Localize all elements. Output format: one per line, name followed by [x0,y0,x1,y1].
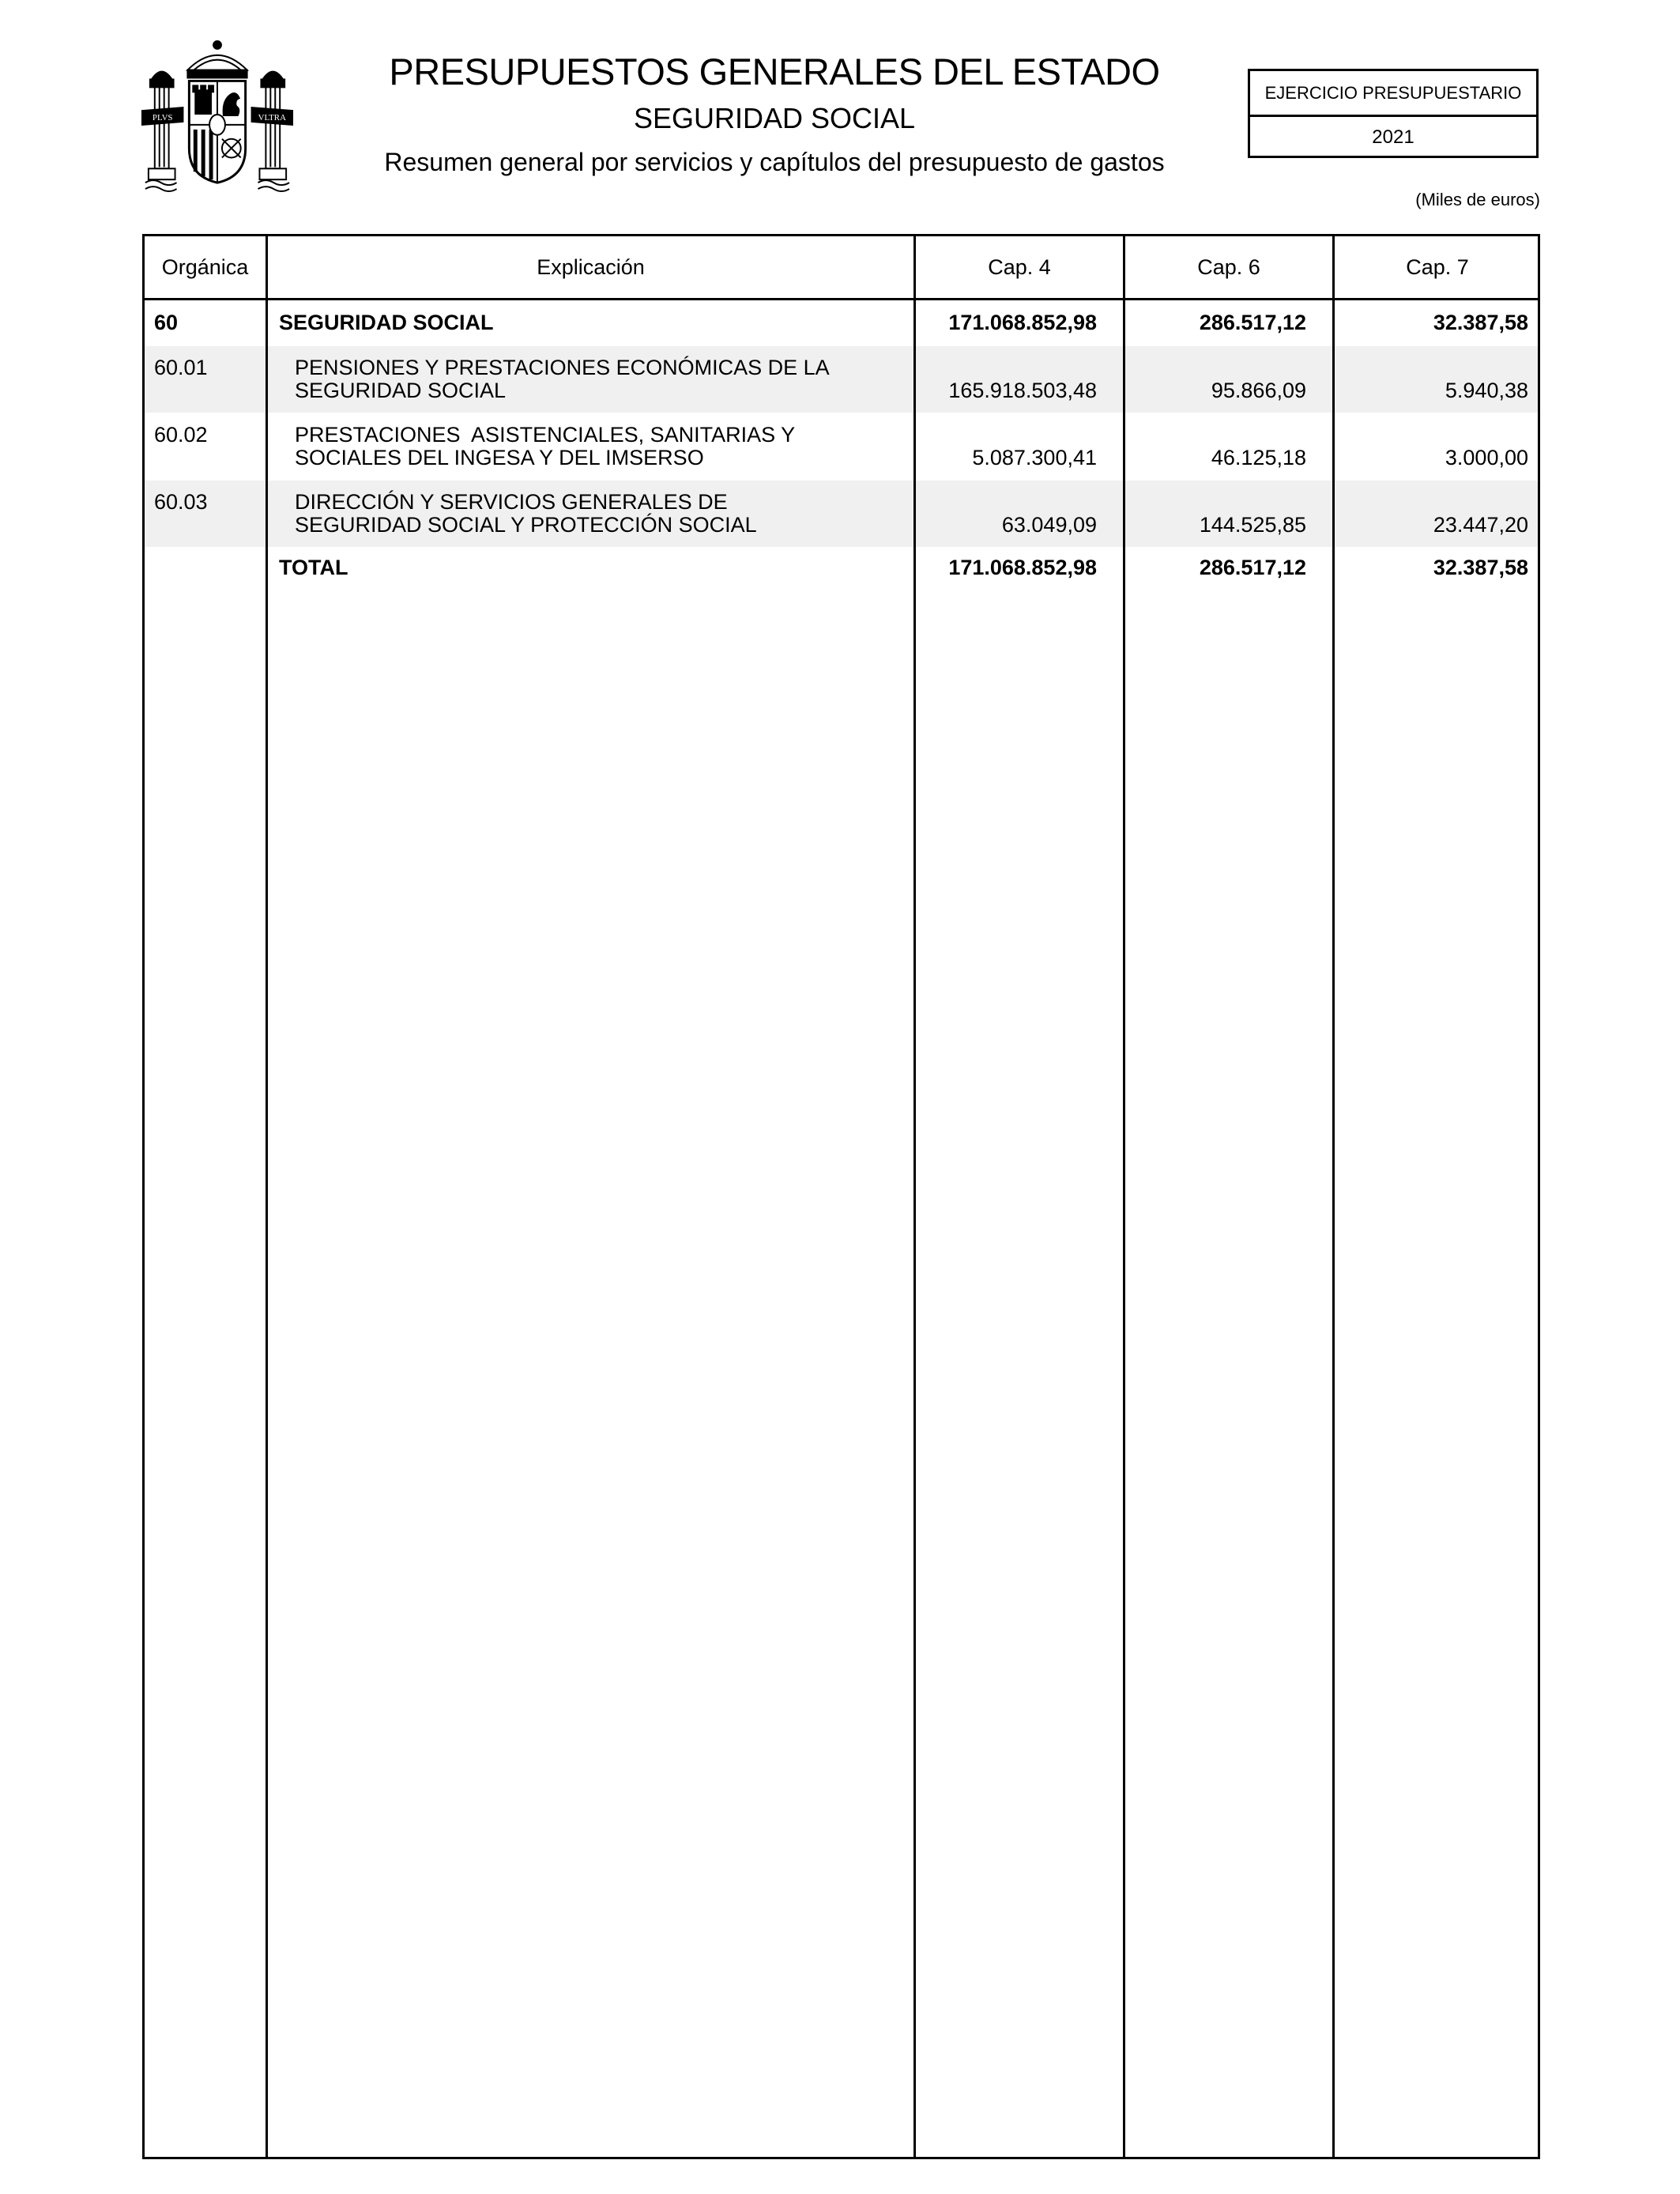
column-header-explicacion: Explicación [537,254,645,279]
organica-code: 60 [154,311,179,334]
coat-of-arms-icon [139,38,296,193]
explicacion-text: SEGURIDAD SOCIAL Y PROTECCIÓN SOCIAL [295,513,757,537]
table-header-row [145,236,1538,300]
cap7-value: 5.940,38 [1445,379,1528,402]
cap6-value: 95.866,09 [1211,379,1306,402]
sub-title: SEGURIDAD SOCIAL [633,102,916,134]
total-cap6-value: 286.517,12 [1199,556,1306,579]
table-row [145,413,1538,480]
ejercicio-year: 2021 [1372,126,1414,148]
organica-code: 60.01 [154,356,208,379]
column-header-cap4: Cap. 4 [988,254,1051,279]
summary-title: Resumen general por servicios y capítulos del presupuesto de gastos [384,148,1165,176]
total-label: TOTAL [279,556,348,579]
units-note: (Miles de euros) [1415,190,1540,209]
explicacion-text: SOCIALES DEL INGESA Y DEL IMSERSO [295,446,704,469]
ejercicio-box [1248,69,1539,158]
column-header-cap6: Cap. 6 [1197,254,1260,279]
ejercicio-label: EJERCICIO PRESUPUESTARIO [1250,71,1536,117]
total-cap7-value: 32.387,58 [1433,556,1528,579]
table-row [145,346,1538,413]
main-title: PRESUPUESTOS GENERALES DEL ESTADO [389,51,1160,92]
document-header [348,47,1201,180]
cap4-value: 5.087.300,41 [972,446,1097,469]
explicacion-text: PENSIONES Y PRESTACIONES ECONÓMICAS DE LA [295,356,830,379]
cap6-value: 144.525,85 [1199,513,1306,537]
cap4-value: 171.068.852,98 [948,311,1097,334]
total-row [145,548,1538,582]
organica-code: 60.02 [154,423,208,447]
column-header-organica: Orgánica [161,254,249,279]
svg-text:PLVS: PLVS [152,112,173,123]
cap6-value: 46.125,18 [1211,446,1306,469]
explicacion-text: PRESTACIONES ASISTENCIALES, SANITARIAS Y [295,423,796,447]
cap7-value: 3.000,00 [1445,446,1528,469]
explicacion-text: SEGURIDAD SOCIAL [279,311,494,334]
cap7-value: 23.447,20 [1433,513,1528,537]
cap4-value: 63.049,09 [1001,513,1097,537]
budget-table [142,234,1540,2159]
cap6-value: 286.517,12 [1199,311,1306,334]
cap7-value: 32.387,58 [1433,311,1528,334]
table-row [145,309,1538,344]
column-header-cap7: Cap. 7 [1406,254,1469,279]
total-cap4-value: 171.068.852,98 [948,556,1097,579]
organica-code: 60.03 [154,490,208,514]
explicacion-text: SEGURIDAD SOCIAL [295,379,507,402]
cap4-value: 165.918.503,48 [948,379,1097,402]
svg-text:VLTRA: VLTRA [258,112,286,123]
table-row [145,481,1538,547]
explicacion-text: DIRECCIÓN Y SERVICIOS GENERALES DE [295,490,728,514]
